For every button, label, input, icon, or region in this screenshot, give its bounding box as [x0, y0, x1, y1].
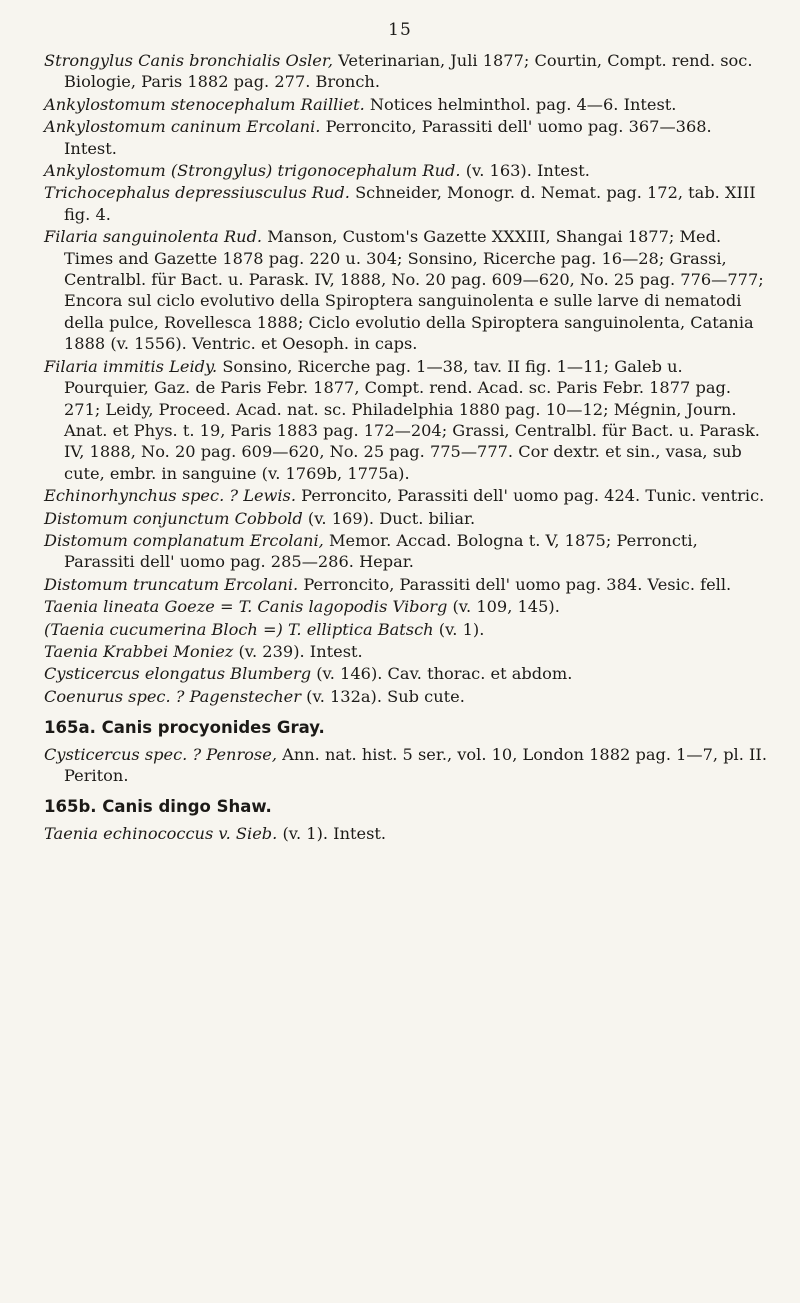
literature-reference: Perroncito, Parassiti dell' uomo pag. 424. Tunic. ventric. [301, 486, 765, 506]
species-name: Cysticercus elongatus Blumberg [44, 664, 312, 684]
literature-reference: Ann. nat. hist. 5 ser., vol. 10, London 1882 pag. 1—7, pl. II. Periton. [64, 744, 767, 785]
entry-list-canis-procyonides [44, 744, 769, 787]
parasite-entry [44, 530, 769, 573]
parasite-entry [44, 182, 769, 225]
species-name: Cysticercus spec. ? Penrose, [44, 744, 277, 764]
species-name: Ankylostomum stenocephalum Railliet. [44, 94, 365, 114]
literature-reference: (v. 163). Intest. [465, 161, 590, 181]
species-name: Coenurus spec. ? Pagenstecher [44, 686, 301, 706]
section-heading-canis-dingo: 165b. Canis dingo Shaw. [44, 797, 272, 817]
parasite-entry [44, 686, 769, 707]
literature-reference: Perroncito, Parassiti dell' uomo pag. 384. Vesic. fell. [303, 574, 732, 594]
literature-reference: (v. 146). Cav. thorac. et abdom. [316, 664, 573, 684]
parasite-entry [44, 116, 769, 159]
parasite-entry [44, 619, 769, 640]
literature-reference: Manson, Custom's Gazette XXXIII, Shangai 1877; Med. Times and Gazette 1878 pag. 220 u. 304; Sonsino, Ricerche pag. 16—28; Grassi, Centralbl. für Bact. u. Parask. IV, 1888, No. 20 pag. 609—620, No. 25 pag. 776—777; Encora sul ciclo evolutivo della Spiroptera sanguinolenta e sulle larve di nematodi della pulce, Rovellesca 1888; Ciclo evolutio della Spiroptera sanguinolenta, Catania 1888 (v. 1556). Ventric. et Oesoph. in caps. [64, 227, 764, 354]
literature-reference: (v. 109, 145). [452, 597, 560, 617]
parasite-entry [44, 160, 769, 181]
species-name: Strongylus Canis bronchialis Osler, [44, 51, 333, 70]
page-content [44, 50, 769, 845]
parasite-entry [44, 574, 769, 595]
literature-reference: (v. 239). Intest. [238, 641, 363, 661]
parasite-entry [44, 641, 769, 662]
literature-reference: Veterinarian, Juli 1877; Courtin, Compt. rend. soc. Biologie, Paris 1882 pag. 277. Bronch. [64, 51, 753, 92]
species-name: Ankylostomum (Strongylus) trigonocephalum Rud. [44, 161, 461, 181]
species-name: (Taenia cucumerina Bloch =) T. elliptica Batsch [44, 619, 434, 639]
parasite-entry [44, 823, 769, 844]
species-name: Trichocephalus depressiusculus Rud. [44, 183, 350, 203]
species-name: Taenia echinococcus v. Sieb. [44, 823, 278, 843]
literature-reference: (v. 1). Intest. [282, 823, 387, 843]
parasite-entry [44, 596, 769, 617]
parasite-entry [44, 744, 769, 787]
species-name: Echinorhynchus spec. ? Lewis. [44, 486, 297, 506]
literature-reference: (v. 1). [438, 619, 485, 639]
species-name: Distomum conjunctum Cobbold [44, 508, 303, 528]
entry-list-canis-dingo [44, 823, 769, 844]
species-name: Taenia lineata Goeze = T. Canis lagopodis Viborg [44, 597, 448, 617]
parasite-entry [44, 356, 769, 484]
entry-list-canis-familiaris [44, 50, 769, 707]
species-name: Distomum truncatum Ercolani. [44, 574, 299, 594]
section-heading-canis-procyonides: 165a. Canis procyonides Gray. [44, 718, 325, 738]
species-name: Ankylostomum caninum Ercolani. [44, 117, 321, 137]
parasite-entry [44, 50, 769, 93]
parasite-entry [44, 94, 769, 115]
parasite-entry [44, 663, 769, 684]
literature-reference: (v. 169). Duct. biliar. [307, 508, 476, 528]
parasite-entry [44, 485, 769, 506]
literature-reference: Sonsino, Ricerche pag. 1—38, tav. II fig. 1—11; Galeb u. Pourquier, Gaz. de Paris Febr. 1877, Compt. rend. Acad. sc. Paris Febr. 1877 pag. 271; Leidy, Proceed. Acad. nat. sc. Philadelphia 1880 pag. 10—12; Mégnin, Journ. Anat. et Phys. t. 19, Paris 1883 pag. 172—204; Grassi, Centralbl. für Bact. u. Parask. IV, 1888, No. 20 pag. 609—620, No. 25 pag. 775—777. Cor dextr. et sin., vasa, sub cute, embr. in sanguine (v. 1769b, 1775a). [64, 356, 760, 483]
literature-reference: Perroncito, Parassiti dell' uomo pag. 367—368. Intest. [64, 117, 712, 158]
literature-reference: Notices helminthol. pag. 4—6. Intest. [369, 94, 677, 114]
species-name: Filaria immitis Leidy. [44, 356, 218, 376]
literature-reference: (v. 132a). Sub cute. [306, 686, 465, 706]
parasite-entry [44, 508, 769, 529]
species-name: Filaria sanguinolenta Rud. [44, 227, 263, 247]
page-number: 15 [388, 20, 412, 40]
species-name: Distomum complanatum Ercolani, [44, 530, 324, 550]
literature-reference: Memor. Accad. Bologna t. V, 1875; Perroncti, Parassiti dell' uomo pag. 285—286. Hepar. [64, 530, 698, 572]
species-name: Taenia Krabbei Moniez [44, 641, 234, 661]
parasite-entry [44, 226, 769, 354]
literature-reference: Schneider, Monogr. d. Nemat. pag. 172, tab. XIII fig. 4. [64, 183, 756, 224]
